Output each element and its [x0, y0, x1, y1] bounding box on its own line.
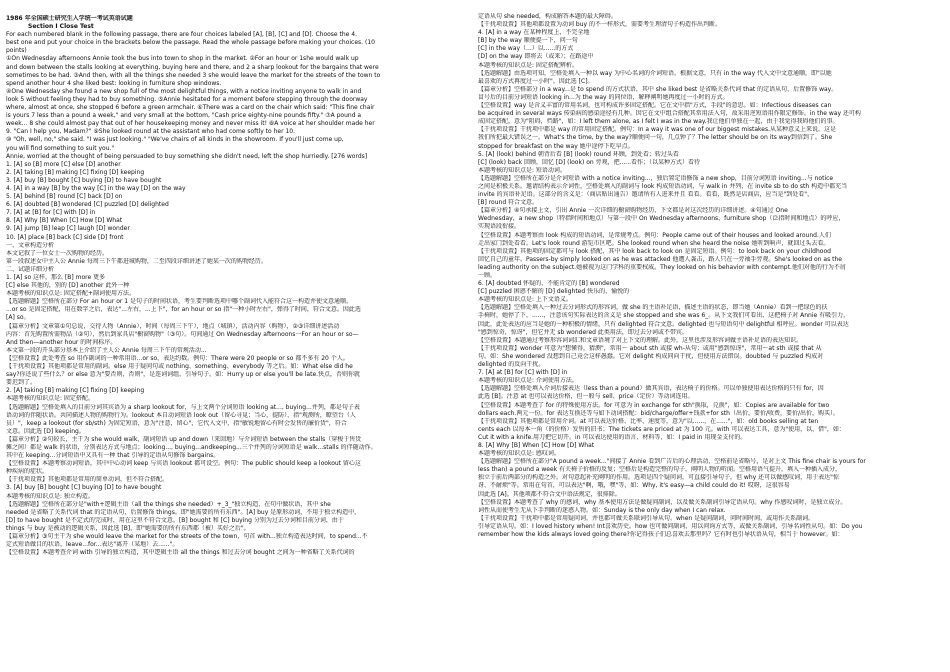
text-line: 其中在 keeping...分词短语中又具有一种 that 引导的定语从句修饰 bargains。	[6, 452, 220, 460]
text-line: 【选题解题】空格所在部分是"with+逻辑主语（all the things she needed）+_3_"独立构造，在句中做状语，其中 she	[6, 500, 331, 508]
text-line: 3. [A] buy [B] bought [C] buying [D] to have bought	[6, 484, 162, 492]
text-line: 定语从句 she needed，构成解答本题的最大障碍。	[478, 13, 617, 20]
text-line: delighted 的反向干扰。	[478, 361, 545, 369]
text-line: [B] by the way 顺便提一下，问一句	[478, 37, 578, 45]
text-line: 【选题解题】空格处填入的目前分词其宾语为 a sharp lookout for，与上文两个分词短语 looking at..., buying...并列，都是句子表	[6, 403, 360, 411]
text-line: 走出家门到处看看。Let's look round 游览市区吧。She looked round when she heard the noise 她听到响声，就回过头去看。	[478, 239, 830, 247]
text-line: 【干扰项设置】干扰项中都是常用疑问词，并也都可做关系联词引导从句。when 是疑问副词，问时间时间，或用作关系副词。	[478, 514, 815, 522]
text-line: points)	[6, 47, 27, 55]
text-line: where, almost at once, she stopped 6 before a green armchair. ⑥There was a card on the chair which said: "This fine chair	[6, 104, 375, 112]
text-line: [C] in the way（...）以......的方式	[478, 45, 574, 53]
text-line: 【篇章分析】文章第①句总说，交待人物（Annie），时间（每周三下午），地点（城镇），活动内容（购物），②③详细讲述活动	[6, 322, 340, 330]
text-line: 员）"，keep a lookout (for sb/sth) 为固定短语，意为"注意，留心"，它代入文中，指"敏锐地留心有时会发售的廉价货"，符合	[6, 419, 347, 427]
text-line: 【篇章分析】②句较长，主干为 she would walk，副词短语 up and down（来回地）与介词短语 between the stalls（穿梭于售货	[6, 435, 362, 443]
text-line: 【干扰项设置】其他项都设置为动词 buy 的不一样形式，需要考生理清句子构造作出判断。	[478, 21, 721, 29]
text-line: 3. [A] buy [B] bought [C] buying [D] to have bought	[6, 176, 162, 184]
text-line: 本题考核的知识点是: 固定搭配+副词使用方法。	[6, 290, 135, 298]
text-line: 本题考核的知识点是: 感叹词。	[478, 450, 560, 458]
text-line: remember how the kids always loved going there?你记得孩子们总喜欢去那里吗？它有时也引导状语从句，相当于 however。如：	[478, 531, 844, 538]
text-line: 【干扰项设置】其他项都是常用的简单动词，但不符合搭配。	[6, 476, 169, 484]
text-line: 词性从而使考生无从下手判断的迷惑人物。如：Sunday is the only day when I can relax.	[478, 506, 726, 514]
text-line: be acquired in several ways 传染病的感染途径有几种。因它在文中组合搭配其常用法入句，故采用逆短语用作限定修饰。in the way 还可构	[478, 110, 861, 118]
text-line: 【选题解题】由选项可知，空格处填入一种以 way 为中心名词的介词短语。根据文意，只有 in the way 代入文中文意通顺，即"以她	[478, 69, 832, 77]
text-line: spend another hour 4 she liked best: looking in furniture shop windows.	[6, 79, 222, 87]
text-line: ⑩ "Oh, well, no," she said. "I was just looking." "We've chairs of all kinds in the showroom. If you'll just come up,	[6, 136, 344, 144]
text-line: 二、试题详细分析	[6, 265, 55, 273]
text-line: 本题考核的知识点是: 独立构造。	[6, 492, 94, 500]
text-line: 冒号后的目前分词短语 looking in...为 the way 的同位语，解释阐明她再度过一小时的方式。	[478, 93, 729, 101]
text-line: 1. [A] so [B] more [C] else [D] another	[6, 160, 121, 168]
text-line: 2. [A] taking [B] making [C] fixing [D] keeping	[6, 168, 145, 176]
text-line: 【空格设置】本题考查了 why 的感词，why 基本使用方法是做疑问副词，以及做关系副词引导定语从句。why 作感叹词时，是独立成分。	[478, 498, 847, 506]
text-line: you will find something to suit you."	[6, 144, 115, 152]
text-line: 一顾。	[478, 272, 497, 279]
text-line: dollars each.两元一份。for 表达互换还等与如下动词搭配：bid/charge/offer+钱款+for sth（出价，要价/收费，要价/出价，购买）。	[478, 409, 839, 417]
text-line: 7. [A] at [B] for [C] with [D] in	[6, 209, 96, 217]
text-line: [C] (look) back 回顾，回忆 [D] (look) on 旁观，把......看作；（以某种方式）看待	[478, 158, 701, 166]
text-line: [D] to have bought 是不定式的完成时，用在这里不符合文意。[B] bought 和 [C] buying 分别为过去分词和目前分词，由于	[6, 516, 344, 524]
text-line: 【选题解题】空格处填入一种过去分词形式的形容词，做 she 的主语补足语，描述主语的状态，即当她（Annie）看到一把绿色的扶	[478, 304, 828, 312]
text-line: 【空格设置】本题考察由 look 构成的短语动词，是常规考点。例句：People came out of their houses and looked around.人们	[478, 231, 831, 239]
text-line: 6. [A] doubted 怀疑的，不能肯定的 [B] wondered	[478, 280, 620, 288]
text-line: 【空格设置】way 是含义丰富的常用名词，也可构成许多固定搭配。它在文中指"方式，手段"的意思。如：Infectious diseases can	[478, 102, 832, 110]
text-line: [D] on the way 即将去（或来）；在路途中	[478, 53, 594, 61]
text-line: 我们所犯最大错误之一。What's the time, by the way?顺便问一句，几点钟了？The letter should be on its way到信到了。She	[478, 134, 833, 142]
text-line: 【篇章分析】③句主干为 she would leave the market for the streets of the town，句首 with...独立构造表达时间，to spend...不	[6, 533, 368, 540]
text-line: 独立于前后两部分的构造之外。对句意起补充阐明的作用。选项是四个疑问词，可直接引导句子，但 why 还可以做感叹词，用于表达"惊	[478, 474, 839, 482]
text-line: needed 是省略了关系代词 that 的定语从句，后置修饰 things。即"她需要的所有东西"。[A] buy 是原形动词，不用于独立构造中，	[6, 508, 361, 516]
text-line: 【选题解题】空格处填入介词后接表达（less than a pound）做其宾语，表达椅子的价格。可以单独使用表达价格的只有 for，因	[478, 385, 824, 393]
text-line: And then—another hour 的时间标序。	[6, 338, 117, 346]
text-line: 【干扰项设置】其他项都是常用介词。at 可以表达价格、比率、速度等，意为"以......，在......"，如：old books selling at ten	[478, 417, 819, 425]
text-line: 种疾病的症状。	[6, 468, 49, 476]
text-line: 8. [A] Why [B] When [C] How [D] What	[6, 217, 123, 225]
text-line: 本文第一段的开头部分基本上介绍了主人公 Annie 每周三下午的常规活动...	[6, 346, 207, 354]
text-line: "感到惊奇，惊讶"，但它并无 sb wondered 此类用法，即过去分词或不带宾。	[478, 328, 688, 336]
text-line: [B] round 符合文意。	[478, 199, 539, 207]
text-line: Wednesday，a new shop（特指时间和地点）与第一段中 On Wednesday afternoons，furniture shop（泛指时间和地点）的呼应，	[478, 215, 845, 223]
text-line: leading authority on the subject.她被视为这门学科的重要权威。They looked on his behavior with contempt.他们对他的行为不屑	[478, 263, 846, 271]
text-line: 【空格设置】本题考查了 for 的特殊使用方法。for 可意为 in exchange for sth"换取，兑换"，如：Copies are available for two	[478, 401, 830, 409]
text-line: 7. [A] at [B] for [C] with [D] in	[478, 369, 568, 377]
text-line: 【干扰项设置】其他项的固定都可与 look 搭配，其中 look back to look on 是固定短语。例句：to look back on your childhood	[478, 247, 831, 255]
text-line: 2. [A] taking [B] making [C] fixing [D] keeping	[6, 387, 145, 395]
text-line: 【选题解题】空格所在部分 For an hour or 1 是句子的时间状语，考生要判断选项中哪个副词代入能符合这一构造并使文意通顺。	[6, 298, 352, 306]
text-line: 讶、不耐烦"等。常用在句首，可以表达"啊，哦，嘿"等，如：Why, it's easy—a child could do it! 哎呀，这很容易	[478, 482, 790, 490]
text-line: [A] so。	[6, 314, 30, 322]
text-line: 【选题解题】空格所在部分"A pound a week..."间接了 Annie 看到广告后的心理活动，空格前是省略号，是对上文 This fine chair is yours for	[478, 458, 866, 466]
text-line: stopped for breakfast on the way 她中途停下吃早点。	[478, 142, 634, 150]
page-title: 1986 年全国硕士研究生入学统一考试英语试题	[6, 15, 133, 22]
text-line: [C] else 其他的，别的 [D] another 此外一种	[6, 282, 130, 290]
text-line: Cut it with a knife.用刀把它切开。in 可以表达使用的语言、材料等，如：I paid in 用现金支付的。	[478, 433, 747, 441]
text-line: 因此，此处表达的应当是她的一种积极的情绪，只有 delighted 符合文意。delighted 也与短语句中 delightful 相呼应。wonder 可以表达	[478, 320, 849, 328]
text-line: 之间是积极关系。邀请结构表示介词性，空格处填入的副词与 look 构成短语动词，与 walk in 并列，在 invite sb to do sth 构造中都充当	[478, 182, 848, 190]
text-line: 4. [A] in a way [B] by the way [C] in the way [D] on the way	[6, 184, 186, 192]
text-line: 语动词的伴随状语。共同描述人物的购物行为。lookout 本自动词短语 look out（留心寻觅；当心，提防），指"观测所，瞭望台（人	[6, 411, 356, 419]
text-line: 【干扰项设置】干扰项中都是 way 的常用固定搭配。例句：In a way it was one of our biggest mistakes.从某种意义上来说，这是	[478, 126, 837, 134]
text-line: ①On Wednesday afternoons Annie took the bus into town to shop in the market. ②For an hour or 1she would walk up	[6, 55, 359, 63]
text-line: 8. [A] Why [B] When [C] How [D] What	[478, 441, 595, 449]
text-line: 1. [A] so 这样，那么 [B] more 更多	[6, 274, 106, 281]
text-line: 【选题解题】空格所在部分是介词短语 with a notice inviting...，独后置定语修饰 a new shop，目前分词短语 inviting...与 notice	[478, 174, 834, 182]
text-line: 本题考核的知识点是: 固定搭配辨析。	[478, 61, 578, 69]
text-line: sometimes to be had. ③And then, with all the things she needed 3 she would leave the market for the streets of the town to	[6, 71, 381, 79]
text-line: invite 的宾语补足语。这部分的含义是：（商店贴出通告）邀请所有人进来并且 看看。看看，既然是店商店，应当是"到处看"，	[478, 191, 814, 199]
text-line: [C] puzzled 困惑不解的 [D] delighted 快乐的，愉悦的	[478, 288, 630, 296]
text-line: 回忆自己的童年。Passers-by simply looked on as he was attacked 他遭人袭击，路人只在一旁袖手旁观。She's looked on as the	[478, 255, 842, 263]
text-line: 本文记叙了一位女士一次购物的经历。	[6, 249, 109, 257]
text-line: 4. [A] in a way 在某种程度上，不完全地	[478, 29, 590, 37]
text-line: 最喜欢的方式再度过一小时"。因此选 [C]。	[478, 77, 594, 85]
text-line: Annie, worried at the thought of being persuaded to buy something she didn't need, left the shop hurriedly. [276 words]	[6, 152, 368, 160]
text-line: 本题考核的知识点是: 上下文语义。	[478, 296, 572, 304]
text-line: For each numbered blank in the following passage, there are four choices labeled [A], [B], [C] and [D]. Choose the 4.	[6, 31, 357, 39]
text-line: 9. [A] jump [B] leap [C] laugh [D] wonder	[6, 225, 130, 233]
text-line: 定式短语做目的状语，leave...for...表达"离开（某地）去......"。	[6, 541, 179, 549]
text-line: 【空格设置】本题考查介词 with 引导的独立构造，其中逻辑主语 all the things 和过去分词 bought 之间为一种省略了关系代词的	[6, 549, 355, 557]
text-line: less than) a pound a week 有关椅子价格的反复；空格后是构造完整的句子，阐明人物的听闻。空格用语气提升，填入一种插入成分，	[478, 466, 842, 474]
text-line: 本题考核的知识点是: 介词使用方法。	[478, 377, 578, 385]
text-line: 一、文章构造分析	[6, 241, 55, 249]
text-line: and down between the stalls looking at everything, buying here and there, and 2 a sharp lookout for the bargains that were	[6, 63, 379, 71]
text-line: 本题考核的知识点是: 固定搭配。	[6, 395, 94, 403]
text-line: 【干扰项设置】其他项都是常用的副词。else 用于疑问句或 nothing、something、everybody 等之后。如：What else did he	[6, 363, 353, 371]
text-line: 要迟到了。	[6, 379, 37, 387]
text-line: week... 8 she could almost pay that out of her housekeeping money and never miss it! ⑧A voice at her shoulder made her	[6, 120, 375, 128]
text-line: 本题考核的知识点是: 短语动词。	[478, 166, 566, 174]
text-line: ④One Wednesday she found a new shop full of the most delightful things, with a notice inviting anyone to walk in and	[6, 87, 362, 95]
text-line: 因此选 [A]。其他项都不符合文中语法规定，很排除。	[478, 490, 621, 498]
text-line: 5. [A] behind [B] round [C] back [D] on	[6, 193, 123, 201]
text-line: 成固定搭配，意为"阻碍，挡路"，如：I left them alone, as I felt I was in the way.我让他们单独在一起，由于我觉得我碍他们的事。	[478, 118, 839, 126]
text-line: ...or so 是固定搭配，用在数字之后，表达"...左右，...上下"，for an hour or so 指"一种小时左右"，弹得了时间，符合文意。因此选	[6, 306, 361, 314]
text-line: 内容：首先购置所需物品（②句），然后到家具店"橱窗购物"（③句）。句间通过 On Wednesday afternoons一For an hour or so—	[6, 330, 359, 338]
text-line: 【篇章分析】空格部分 in a way...是 to spend 的方式状语，其中 she liked best 是省略关系代词 that 的定语从句，后置修饰 way。	[478, 85, 838, 93]
text-line: 引导定语从句。如：I loved history when! Int喜欢历史。how 也可做问副词，用以问询方式等，或做关系副词，引导名词性从句。如：Do you	[478, 522, 863, 530]
text-line: 文意。因此选 [D] keeping。	[6, 427, 85, 435]
text-line: 【空格设置】本题通过考察形容词词汇和文章语境了对上下文的理解。此外，这里也涉及形容词做主语补足语的表达知识。	[478, 336, 803, 344]
text-line: things 与 buy 是被动的逻辑关系，因此选 [B]，即"她需要的所有东西都（被）买好之后"。	[6, 524, 250, 532]
text-line: 【篇章分析】④句承接上文，引出 Annie 一次详细的橱窗购物经历，下文都是对这次经历的详细讲述。④句通过 One	[478, 207, 788, 215]
text-line: cents each 以每本一角（的价格）发售的旧书；The tickets are priced at 为 100 元。with 可以表达工具，意为"使用，以，借"，如：	[478, 425, 845, 433]
text-line: 【空格设置】本题考察动词短语，其中中心动词 keep 与宾语 lookout 都可设空。例句：The public should keep a lookout 留心这	[6, 460, 361, 468]
text-line: best one and put your choice in the brackets below the passage. Read the whole passage before making your choices. (10	[6, 39, 375, 47]
text-line: 实现语段衔接。	[478, 223, 521, 231]
text-line: 此选 [B]。注意 at 也可以表达价格，但一般与 sell、price（定价）等动词连用。	[478, 393, 694, 401]
right-column	[478, 13, 948, 670]
text-line: 【干扰项设置】wonder 可意为"想懂得，猜测"，常用～ about sth 或接 wh-从句；或用"感到惊讶"，常用～at sth 或接 that 从	[478, 344, 822, 352]
text-line: look 5 without feeling they had to buy something. ⑤Annie hesitated for a moment before stepping through the doorway	[6, 95, 368, 103]
text-line: 句。如：She wondered 没想到自己竟会这样愚蠢。它对 delight 构成同向干扰，但使用方法错误。doubted 与 puzzled 构成对	[478, 352, 824, 360]
text-line: 5. [A] (look) behind 朝背后看 [B] (look) round 环顾，到处看；转过头看	[478, 150, 679, 158]
text-line: 摊之间）都是 walk 的状语，分别表达方式与地点；looking..., buying...andkeeping...三个并列的分词短语是 walk...stalls 的伴随动作。	[6, 443, 377, 451]
text-line: 6. [A] doubted [B] wondered [C] puzzled [D] delighted	[6, 201, 169, 209]
text-line: is yours 7 less than a pound a week," and very small at the bottom, "Cash price eighty-nine pounds fifty." ⑦A pound a	[6, 112, 362, 120]
text-line: 9. "Can I help you, Madam?" ⑨She looked round at the assistant who had come softly to her 10.	[6, 128, 296, 136]
text-line: say?你还说了些什么？or else 意为"要否则，否则"，是连词词组，引导句子。如：Hurry up or else you'll be late.快点，否则你就	[6, 371, 361, 379]
text-line: 第一段叙述女中主人公 Annie 每周三下午都进城购物，二至四段详细讲述了她某一次的购物经历。	[6, 257, 267, 265]
left-column	[6, 15, 476, 670]
section-heading: Section I Close Test	[28, 23, 94, 31]
text-line: 手椅时，她停了下，......，注意该句实际表达的含义是 she stopped and she was 6_。从下文我们可看出，这把椅子对 Annie 有吸引力，	[478, 312, 850, 320]
text-line: 10. [A] place [B] back [C] side [D] front	[6, 233, 124, 241]
text-line: 【空格设置】此处考查 so 用作副词的一种常用语...or so，表达约数。例句：There were 20 people or so 都不多有 20 个人。	[6, 354, 349, 362]
